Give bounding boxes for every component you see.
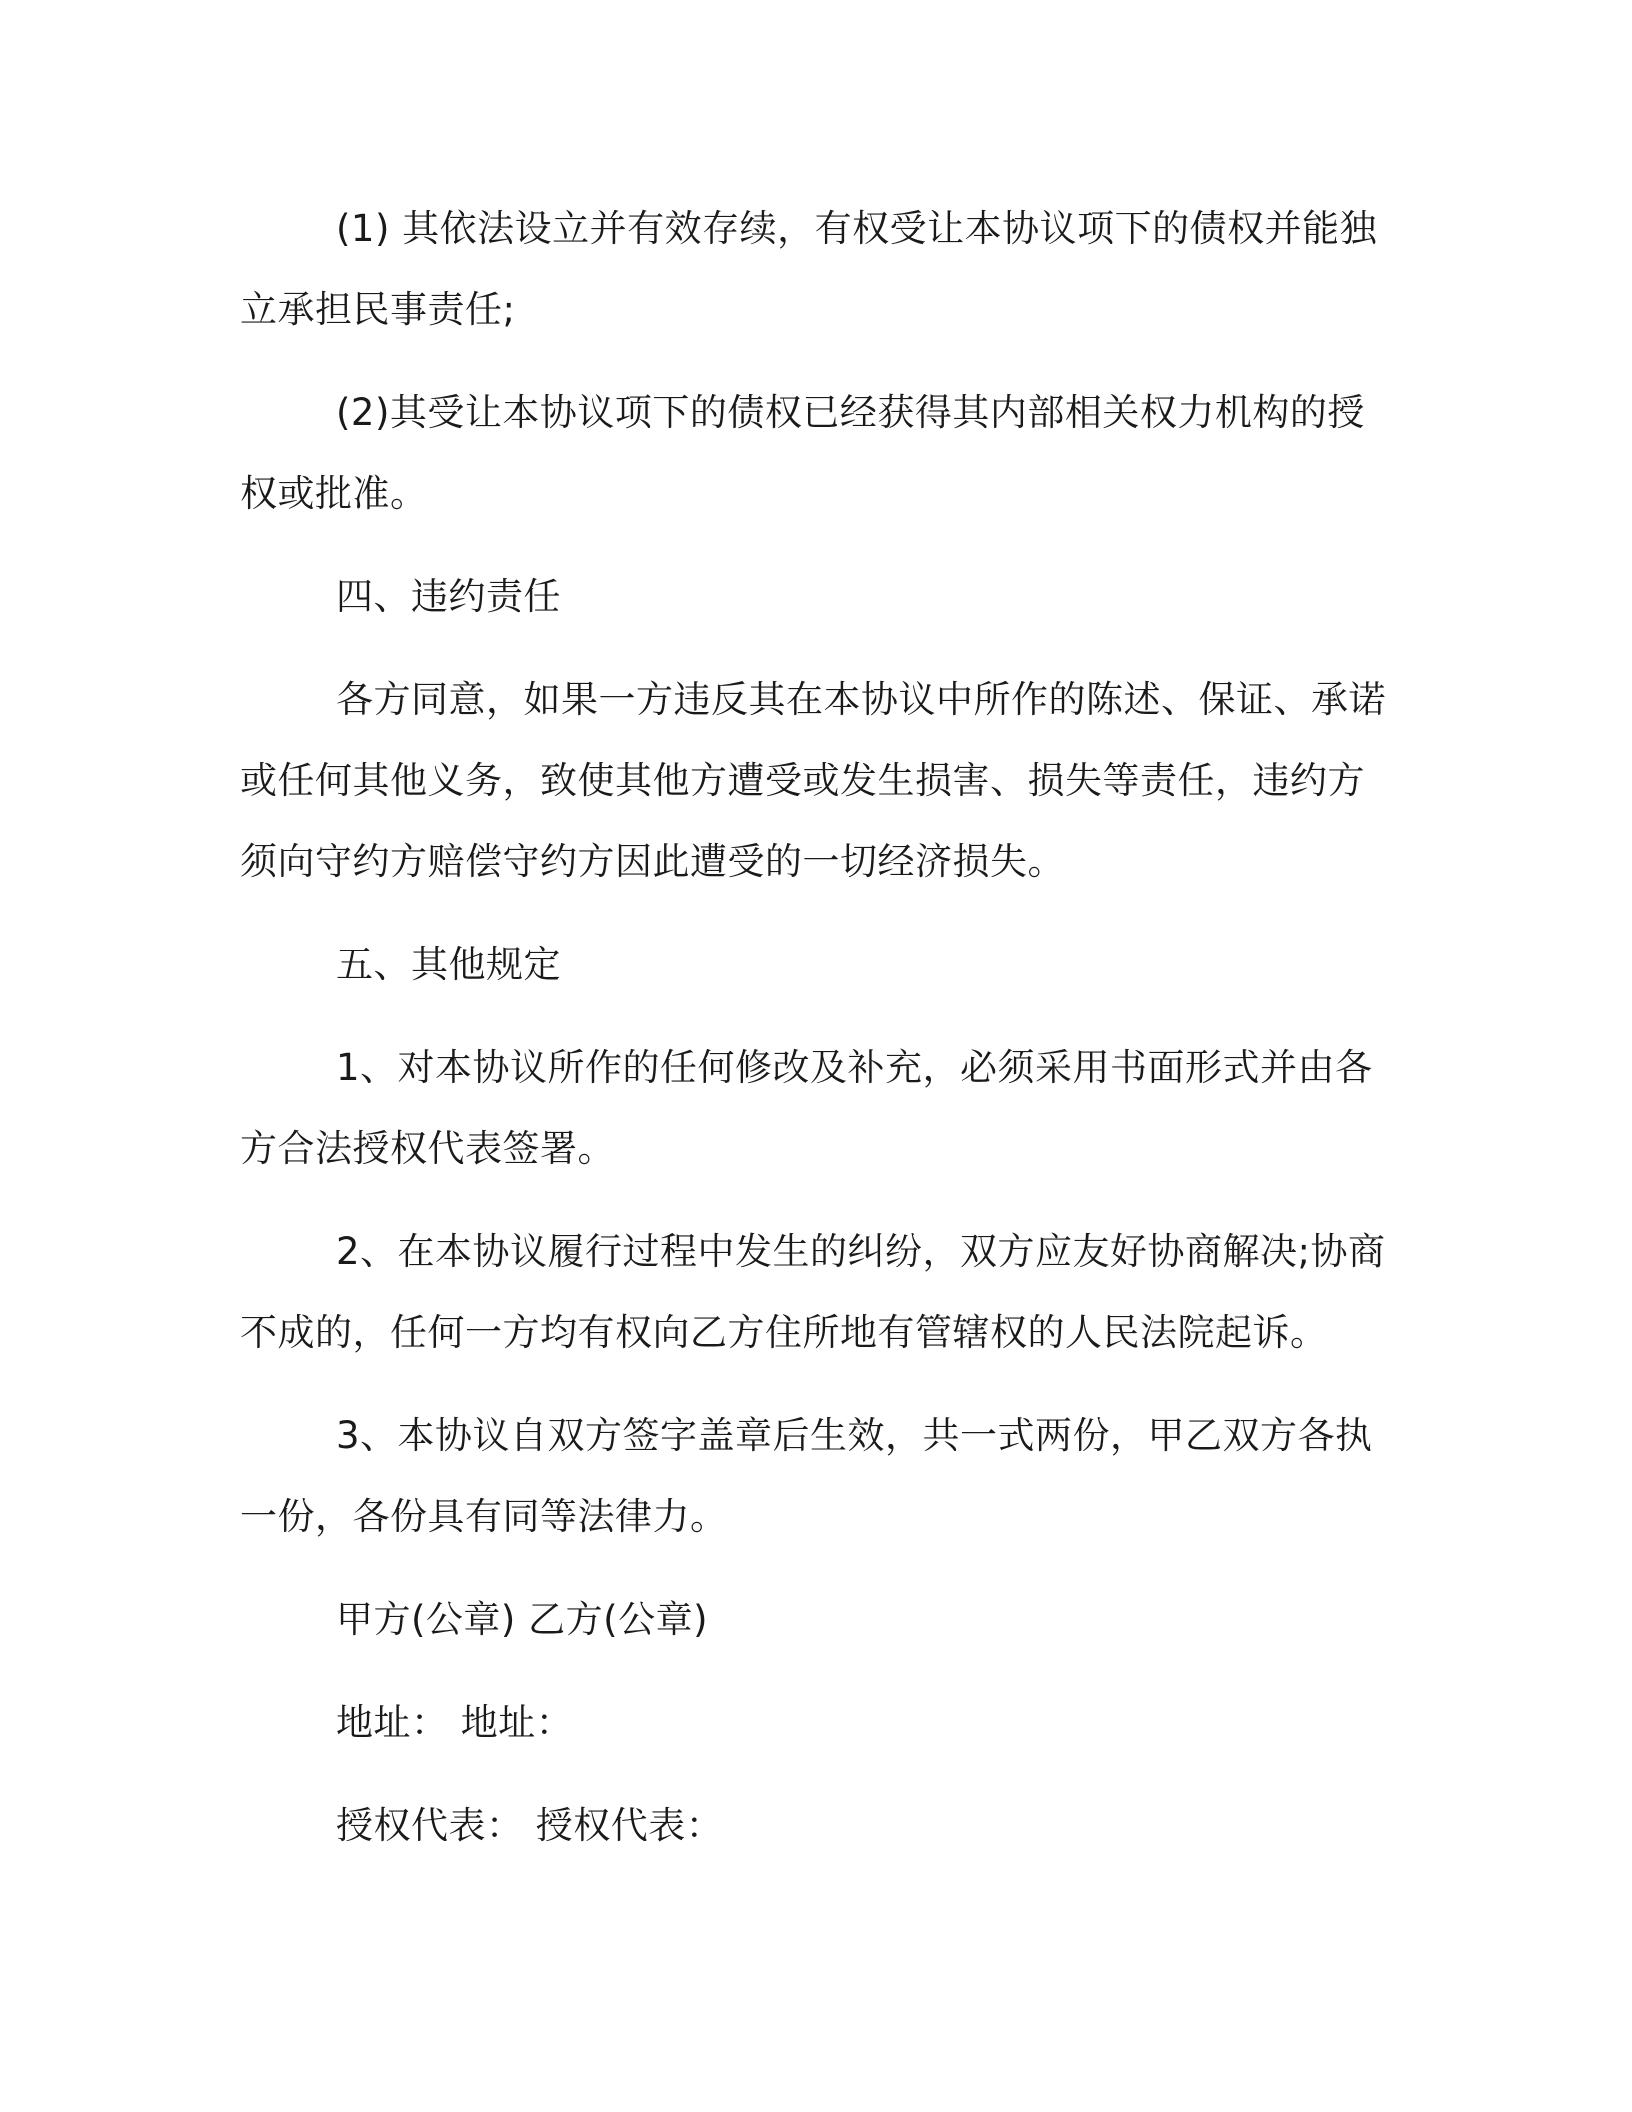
- paragraph-qualification-1: (1) 其依法设立并有效存续，有权受让本协议项下的债权并能独立承担民事责任;: [240, 207, 1378, 331]
- paragraph-other-3: 3、本协议自双方签字盖章后生效，共一式两份，甲乙双方各执一份，各份具有同等法律力。: [240, 1414, 1373, 1538]
- section-heading-other: 五、其他规定: [336, 943, 561, 986]
- signature-address-line: 地址： 地址：: [336, 1701, 574, 1744]
- paragraph-breach-liability: 各方同意，如果一方违反其在本协议中所作的陈述、保证、承诺或任何其他义务，致使其他方遭受或发生损害、损失等责任，违约方须向守约方赔偿守约方因此遭受的一切经济损失。: [240, 678, 1386, 883]
- paragraph-other-1: 1、对本协议所作的任何修改及补充，必须采用书面形式并由各方合法授权代表签署。: [240, 1046, 1373, 1170]
- signature-seal-line: 甲方(公章) 乙方(公章): [336, 1598, 709, 1641]
- document-body: [240, 188, 1396, 1888]
- section-heading-breach: 四、违约责任: [336, 575, 561, 618]
- paragraph-qualification-2: (2)其受让本协议项下的债权已经获得其内部相关权力机构的授权或批准。: [240, 391, 1365, 515]
- signature-representative-line: 授权代表： 授权代表：: [336, 1804, 724, 1847]
- paragraph-other-2: 2、在本协议履行过程中发生的纠纷，双方应友好协商解决;协商不成的，任何一方均有权向乙方住所地有管辖权的人民法院起诉。: [240, 1230, 1386, 1354]
